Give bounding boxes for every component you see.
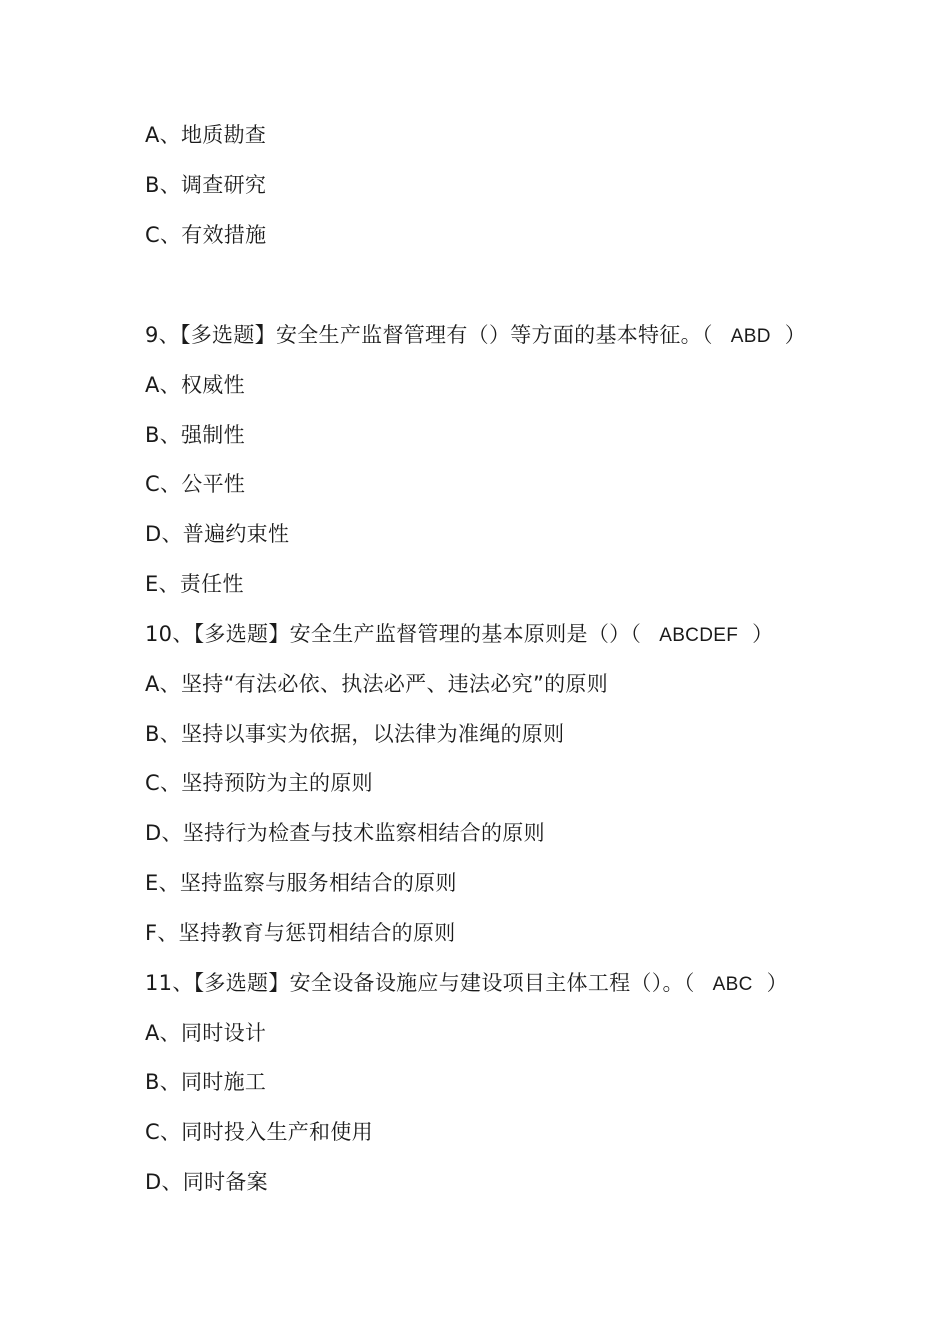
option-text: C、坚持预防为主的原则 [145, 771, 373, 795]
option-text: D、同时备案 [145, 1170, 268, 1194]
option-text: E、坚持监察与服务相结合的原则 [145, 871, 457, 895]
option-text: D、普遍约束性 [145, 522, 290, 546]
answer-key: ABD [730, 326, 771, 347]
option-text: E、责任性 [145, 572, 244, 596]
option-text: C、有效措施 [145, 223, 267, 247]
question-stem [145, 968, 788, 1000]
option-text: A、同时设计 [145, 1021, 267, 1045]
option-text: C、公平性 [145, 472, 246, 496]
answer-key: ABCDEF [659, 625, 739, 646]
question-text: 10、【多选题】安全生产监督管理的基本原则是（）（ [145, 622, 642, 646]
option-text: A、权威性 [145, 373, 245, 397]
option-text: B、同时施工 [145, 1070, 267, 1094]
question-text: 9、【多选题】安全生产监督管理有（）等方面的基本特征。（ [145, 323, 713, 347]
option-text: B、调查研究 [145, 173, 267, 197]
option-text: A、坚持“有法必依、执法必严、违法必究”的原则 [145, 672, 609, 696]
question-text: 11、【多选题】安全设备设施应与建设项目主体工程（）。（ [145, 971, 695, 995]
closing-paren: ） [784, 323, 807, 347]
question-stem [145, 619, 773, 651]
closing-paren: ） [752, 622, 774, 646]
option-text: C、同时投入生产和使用 [145, 1120, 373, 1144]
closing-paren: ） [766, 971, 788, 995]
option-text: D、坚持行为检查与技术监察相结合的原则 [145, 821, 545, 845]
option-text: A、地质勘查 [145, 123, 267, 147]
option-text: F、坚持教育与惩罚相结合的原则 [145, 921, 456, 945]
option-text: B、坚持以事实为依据，以法律为准绳的原则 [145, 722, 565, 746]
question-stem [145, 320, 806, 352]
option-text: B、强制性 [145, 423, 245, 447]
answer-key: ABC [712, 974, 753, 995]
